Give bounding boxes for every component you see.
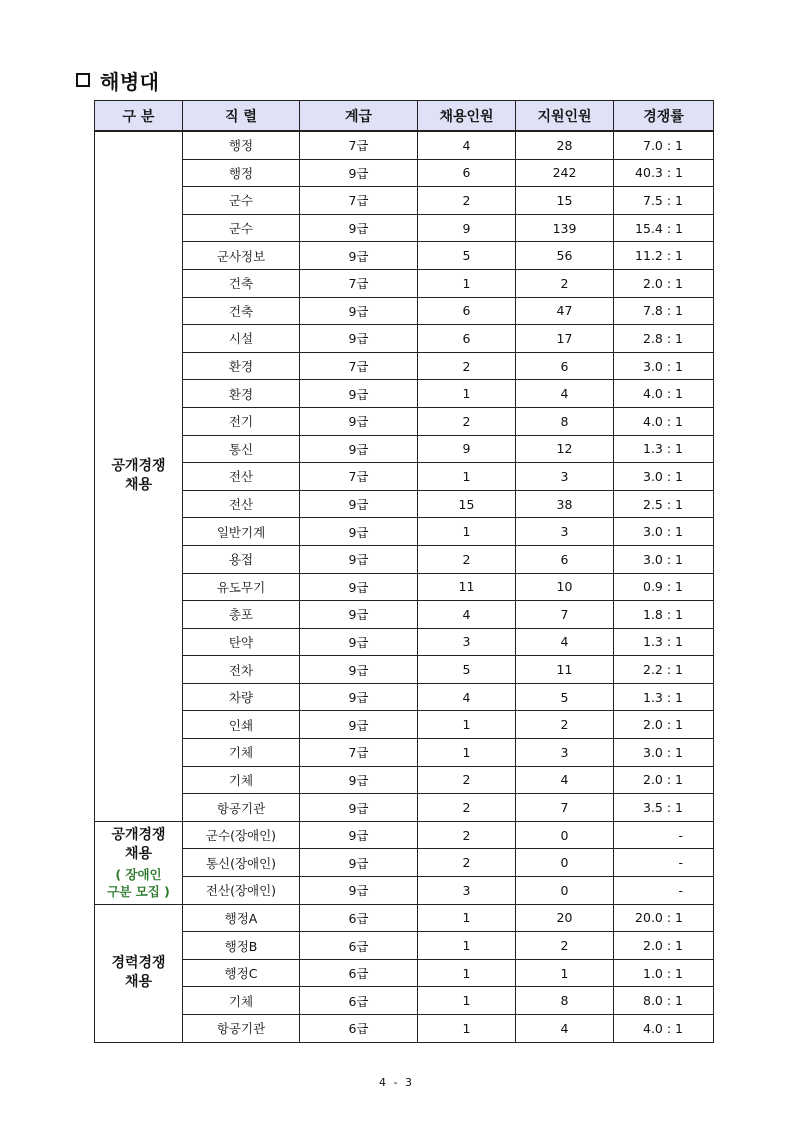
header-row	[95, 101, 714, 132]
ratio-cell: 2.0 : 1	[614, 711, 714, 739]
ratio-cell: 1.8 : 1	[614, 601, 714, 629]
table-row	[95, 987, 714, 1015]
ratio-cell: 2.0 : 1	[614, 766, 714, 794]
ratio-cell: 4.0 : 1	[614, 1015, 714, 1043]
table-row	[95, 849, 714, 877]
table-row	[95, 325, 714, 353]
applicants-cell: 11	[516, 656, 614, 684]
openings-cell: 4	[418, 683, 516, 711]
grade-cell: 9급	[300, 877, 418, 905]
table-row	[95, 187, 714, 215]
table-row	[95, 739, 714, 767]
grade-cell: 9급	[300, 518, 418, 546]
openings-cell: 1	[418, 1015, 516, 1043]
series-cell: 시설	[183, 325, 300, 353]
series-cell: 유도무기	[183, 573, 300, 601]
grade-cell: 6급	[300, 1015, 418, 1043]
ratio-cell: 3.0 : 1	[614, 463, 714, 491]
grade-cell: 9급	[300, 656, 418, 684]
section-title: 해병대	[100, 69, 160, 94]
openings-cell: 4	[418, 601, 516, 629]
grade-cell: 9급	[300, 490, 418, 518]
table-row	[95, 1015, 714, 1043]
openings-cell: 1	[418, 959, 516, 987]
applicants-cell: 28	[516, 131, 614, 159]
openings-cell: 2	[418, 766, 516, 794]
series-cell: 행정B	[183, 932, 300, 960]
applicants-cell: 8	[516, 407, 614, 435]
grade-cell: 7급	[300, 131, 418, 159]
table-row	[95, 959, 714, 987]
grade-cell: 9급	[300, 573, 418, 601]
grade-cell: 9급	[300, 794, 418, 822]
table-row	[95, 711, 714, 739]
openings-cell: 2	[418, 794, 516, 822]
ratio-cell: -	[614, 877, 714, 905]
openings-cell: 9	[418, 214, 516, 242]
series-cell: 건축	[183, 297, 300, 325]
openings-cell: 1	[418, 380, 516, 408]
table-row	[95, 490, 714, 518]
applicants-cell: 4	[516, 380, 614, 408]
series-cell: 전차	[183, 656, 300, 684]
series-cell: 건축	[183, 269, 300, 297]
openings-cell: 5	[418, 656, 516, 684]
group-sublabel-line: 구분 모집 )	[107, 883, 170, 899]
grade-cell: 6급	[300, 959, 418, 987]
openings-cell: 9	[418, 435, 516, 463]
group-label	[95, 904, 183, 1042]
series-cell: 행정	[183, 131, 300, 159]
applicants-cell: 2	[516, 932, 614, 960]
grade-cell: 7급	[300, 187, 418, 215]
grade-cell: 7급	[300, 352, 418, 380]
applicants-cell: 56	[516, 242, 614, 270]
header-series: 직 렬	[183, 101, 300, 132]
ratio-cell: 2.2 : 1	[614, 656, 714, 684]
checkbox-square-icon	[76, 73, 90, 87]
header-ratio: 경쟁률	[614, 101, 714, 132]
grade-cell: 9급	[300, 766, 418, 794]
group-label	[95, 821, 183, 904]
openings-cell: 5	[418, 242, 516, 270]
series-cell: 항공기관	[183, 794, 300, 822]
series-cell: 행정A	[183, 904, 300, 932]
openings-cell: 2	[418, 187, 516, 215]
ratio-cell: 1.3 : 1	[614, 683, 714, 711]
openings-cell: 15	[418, 490, 516, 518]
series-cell: 전산(장애인)	[183, 877, 300, 905]
ratio-cell: 3.0 : 1	[614, 352, 714, 380]
applicants-cell: 139	[516, 214, 614, 242]
group-label-line: 채용	[124, 974, 153, 991]
table-row	[95, 904, 714, 932]
ratio-cell: 2.5 : 1	[614, 490, 714, 518]
series-cell: 기체	[183, 987, 300, 1015]
series-cell: 행정	[183, 159, 300, 187]
header-openings: 채용인원	[418, 101, 516, 132]
applicants-cell: 2	[516, 269, 614, 297]
table-row	[95, 269, 714, 297]
grade-cell: 9급	[300, 242, 418, 270]
ratio-cell: 3.0 : 1	[614, 545, 714, 573]
series-cell: 군수(장애인)	[183, 821, 300, 849]
ratio-cell: 2.0 : 1	[614, 932, 714, 960]
openings-cell: 1	[418, 518, 516, 546]
ratio-cell: 4.0 : 1	[614, 380, 714, 408]
table-row	[95, 214, 714, 242]
group-label-line: 공개경쟁	[111, 458, 166, 475]
group-label-line: 채용	[124, 477, 153, 494]
ratio-cell: 1.3 : 1	[614, 628, 714, 656]
ratio-cell: 11.2 : 1	[614, 242, 714, 270]
series-cell: 군수	[183, 214, 300, 242]
applicants-cell: 12	[516, 435, 614, 463]
table-row	[95, 545, 714, 573]
series-cell: 차량	[183, 683, 300, 711]
applicants-cell: 47	[516, 297, 614, 325]
ratio-cell: 40.3 : 1	[614, 159, 714, 187]
applicants-cell: 2	[516, 711, 614, 739]
applicants-cell: 7	[516, 794, 614, 822]
table-row	[95, 380, 714, 408]
grade-cell: 9급	[300, 628, 418, 656]
group-label	[95, 131, 183, 821]
grade-cell: 9급	[300, 380, 418, 408]
page-number: 4 - 3	[379, 1076, 414, 1089]
ratio-cell: 7.5 : 1	[614, 187, 714, 215]
grade-cell: 9급	[300, 159, 418, 187]
applicants-cell: 3	[516, 739, 614, 767]
ratio-cell: 3.5 : 1	[614, 794, 714, 822]
series-cell: 군수	[183, 187, 300, 215]
grade-cell: 9급	[300, 435, 418, 463]
applicants-cell: 4	[516, 1015, 614, 1043]
ratio-cell: 20.0 : 1	[614, 904, 714, 932]
ratio-cell: 1.0 : 1	[614, 959, 714, 987]
grade-cell: 9급	[300, 407, 418, 435]
applicants-cell: 3	[516, 518, 614, 546]
applicants-cell: 1	[516, 959, 614, 987]
applicants-cell: 242	[516, 159, 614, 187]
table-row	[95, 628, 714, 656]
applicants-cell: 20	[516, 904, 614, 932]
series-cell: 항공기관	[183, 1015, 300, 1043]
header-applicants: 지원인원	[516, 101, 614, 132]
grade-cell: 9급	[300, 821, 418, 849]
table-row	[95, 932, 714, 960]
series-cell: 전기	[183, 407, 300, 435]
grade-cell: 9급	[300, 711, 418, 739]
openings-cell: 4	[418, 131, 516, 159]
series-cell: 전산	[183, 490, 300, 518]
ratio-cell: 3.0 : 1	[614, 518, 714, 546]
ratio-cell: 0.9 : 1	[614, 573, 714, 601]
openings-cell: 1	[418, 739, 516, 767]
ratio-cell: -	[614, 821, 714, 849]
table-row	[95, 435, 714, 463]
openings-cell: 1	[418, 987, 516, 1015]
ratio-cell: 7.0 : 1	[614, 131, 714, 159]
grade-cell: 9급	[300, 297, 418, 325]
header-category: 구 분	[95, 101, 183, 132]
table-row	[95, 352, 714, 380]
applicants-cell: 6	[516, 545, 614, 573]
applicants-cell: 38	[516, 490, 614, 518]
grade-cell: 7급	[300, 463, 418, 491]
grade-cell: 9급	[300, 325, 418, 353]
table-row	[95, 407, 714, 435]
ratio-cell: 2.8 : 1	[614, 325, 714, 353]
table-row	[95, 656, 714, 684]
applicants-cell: 15	[516, 187, 614, 215]
openings-cell: 1	[418, 904, 516, 932]
applicants-cell: 4	[516, 628, 614, 656]
openings-cell: 6	[418, 159, 516, 187]
openings-cell: 2	[418, 821, 516, 849]
series-cell: 일반기계	[183, 518, 300, 546]
grade-cell: 6급	[300, 904, 418, 932]
openings-cell: 2	[418, 352, 516, 380]
series-cell: 용접	[183, 545, 300, 573]
series-cell: 총포	[183, 601, 300, 629]
table-row	[95, 821, 714, 849]
grade-cell: 9급	[300, 683, 418, 711]
applicants-cell: 6	[516, 352, 614, 380]
grade-cell: 9급	[300, 601, 418, 629]
table-row	[95, 159, 714, 187]
table-row	[95, 794, 714, 822]
applicants-cell: 8	[516, 987, 614, 1015]
grade-cell: 9급	[300, 849, 418, 877]
series-cell: 통신(장애인)	[183, 849, 300, 877]
group-label-line: 공개경쟁	[111, 826, 166, 843]
ratio-cell: 8.0 : 1	[614, 987, 714, 1015]
series-cell: 기체	[183, 739, 300, 767]
series-cell: 기체	[183, 766, 300, 794]
applicants-cell: 4	[516, 766, 614, 794]
header-grade: 계급	[300, 101, 418, 132]
grade-cell: 6급	[300, 987, 418, 1015]
recruitment-table	[94, 100, 714, 1043]
openings-cell: 2	[418, 849, 516, 877]
openings-cell: 11	[418, 573, 516, 601]
series-cell: 인쇄	[183, 711, 300, 739]
table-row	[95, 131, 714, 159]
applicants-cell: 3	[516, 463, 614, 491]
openings-cell: 1	[418, 269, 516, 297]
grade-cell: 9급	[300, 545, 418, 573]
table-row	[95, 601, 714, 629]
openings-cell: 3	[418, 628, 516, 656]
openings-cell: 2	[418, 407, 516, 435]
ratio-cell: 4.0 : 1	[614, 407, 714, 435]
series-cell: 군사정보	[183, 242, 300, 270]
series-cell: 전산	[183, 463, 300, 491]
ratio-cell: 7.8 : 1	[614, 297, 714, 325]
applicants-cell: 0	[516, 821, 614, 849]
openings-cell: 3	[418, 877, 516, 905]
grade-cell: 9급	[300, 214, 418, 242]
series-cell: 환경	[183, 352, 300, 380]
applicants-cell: 0	[516, 877, 614, 905]
table-row	[95, 877, 714, 905]
table-row	[95, 766, 714, 794]
openings-cell: 1	[418, 932, 516, 960]
ratio-cell: 15.4 : 1	[614, 214, 714, 242]
ratio-cell: 1.3 : 1	[614, 435, 714, 463]
ratio-cell: 3.0 : 1	[614, 739, 714, 767]
series-cell: 환경	[183, 380, 300, 408]
table-row	[95, 297, 714, 325]
applicants-cell: 0	[516, 849, 614, 877]
openings-cell: 6	[418, 297, 516, 325]
table-row	[95, 573, 714, 601]
openings-cell: 1	[418, 463, 516, 491]
openings-cell: 6	[418, 325, 516, 353]
openings-cell: 1	[418, 711, 516, 739]
table-row	[95, 518, 714, 546]
applicants-cell: 7	[516, 601, 614, 629]
applicants-cell: 17	[516, 325, 614, 353]
ratio-cell: 2.0 : 1	[614, 269, 714, 297]
series-cell: 통신	[183, 435, 300, 463]
applicants-cell: 10	[516, 573, 614, 601]
table-body	[95, 131, 714, 1042]
table-row	[95, 463, 714, 491]
table-row	[95, 242, 714, 270]
grade-cell: 6급	[300, 932, 418, 960]
series-cell: 행정C	[183, 959, 300, 987]
grade-cell: 7급	[300, 739, 418, 767]
table-row	[95, 683, 714, 711]
group-label-line: 채용	[124, 845, 153, 862]
applicants-cell: 5	[516, 683, 614, 711]
group-label-line: 경력경쟁	[111, 955, 166, 972]
section-heading	[76, 66, 159, 94]
ratio-cell: -	[614, 849, 714, 877]
grade-cell: 7급	[300, 269, 418, 297]
openings-cell: 2	[418, 545, 516, 573]
series-cell: 탄약	[183, 628, 300, 656]
group-sublabel-line: ( 장애인	[115, 866, 162, 882]
